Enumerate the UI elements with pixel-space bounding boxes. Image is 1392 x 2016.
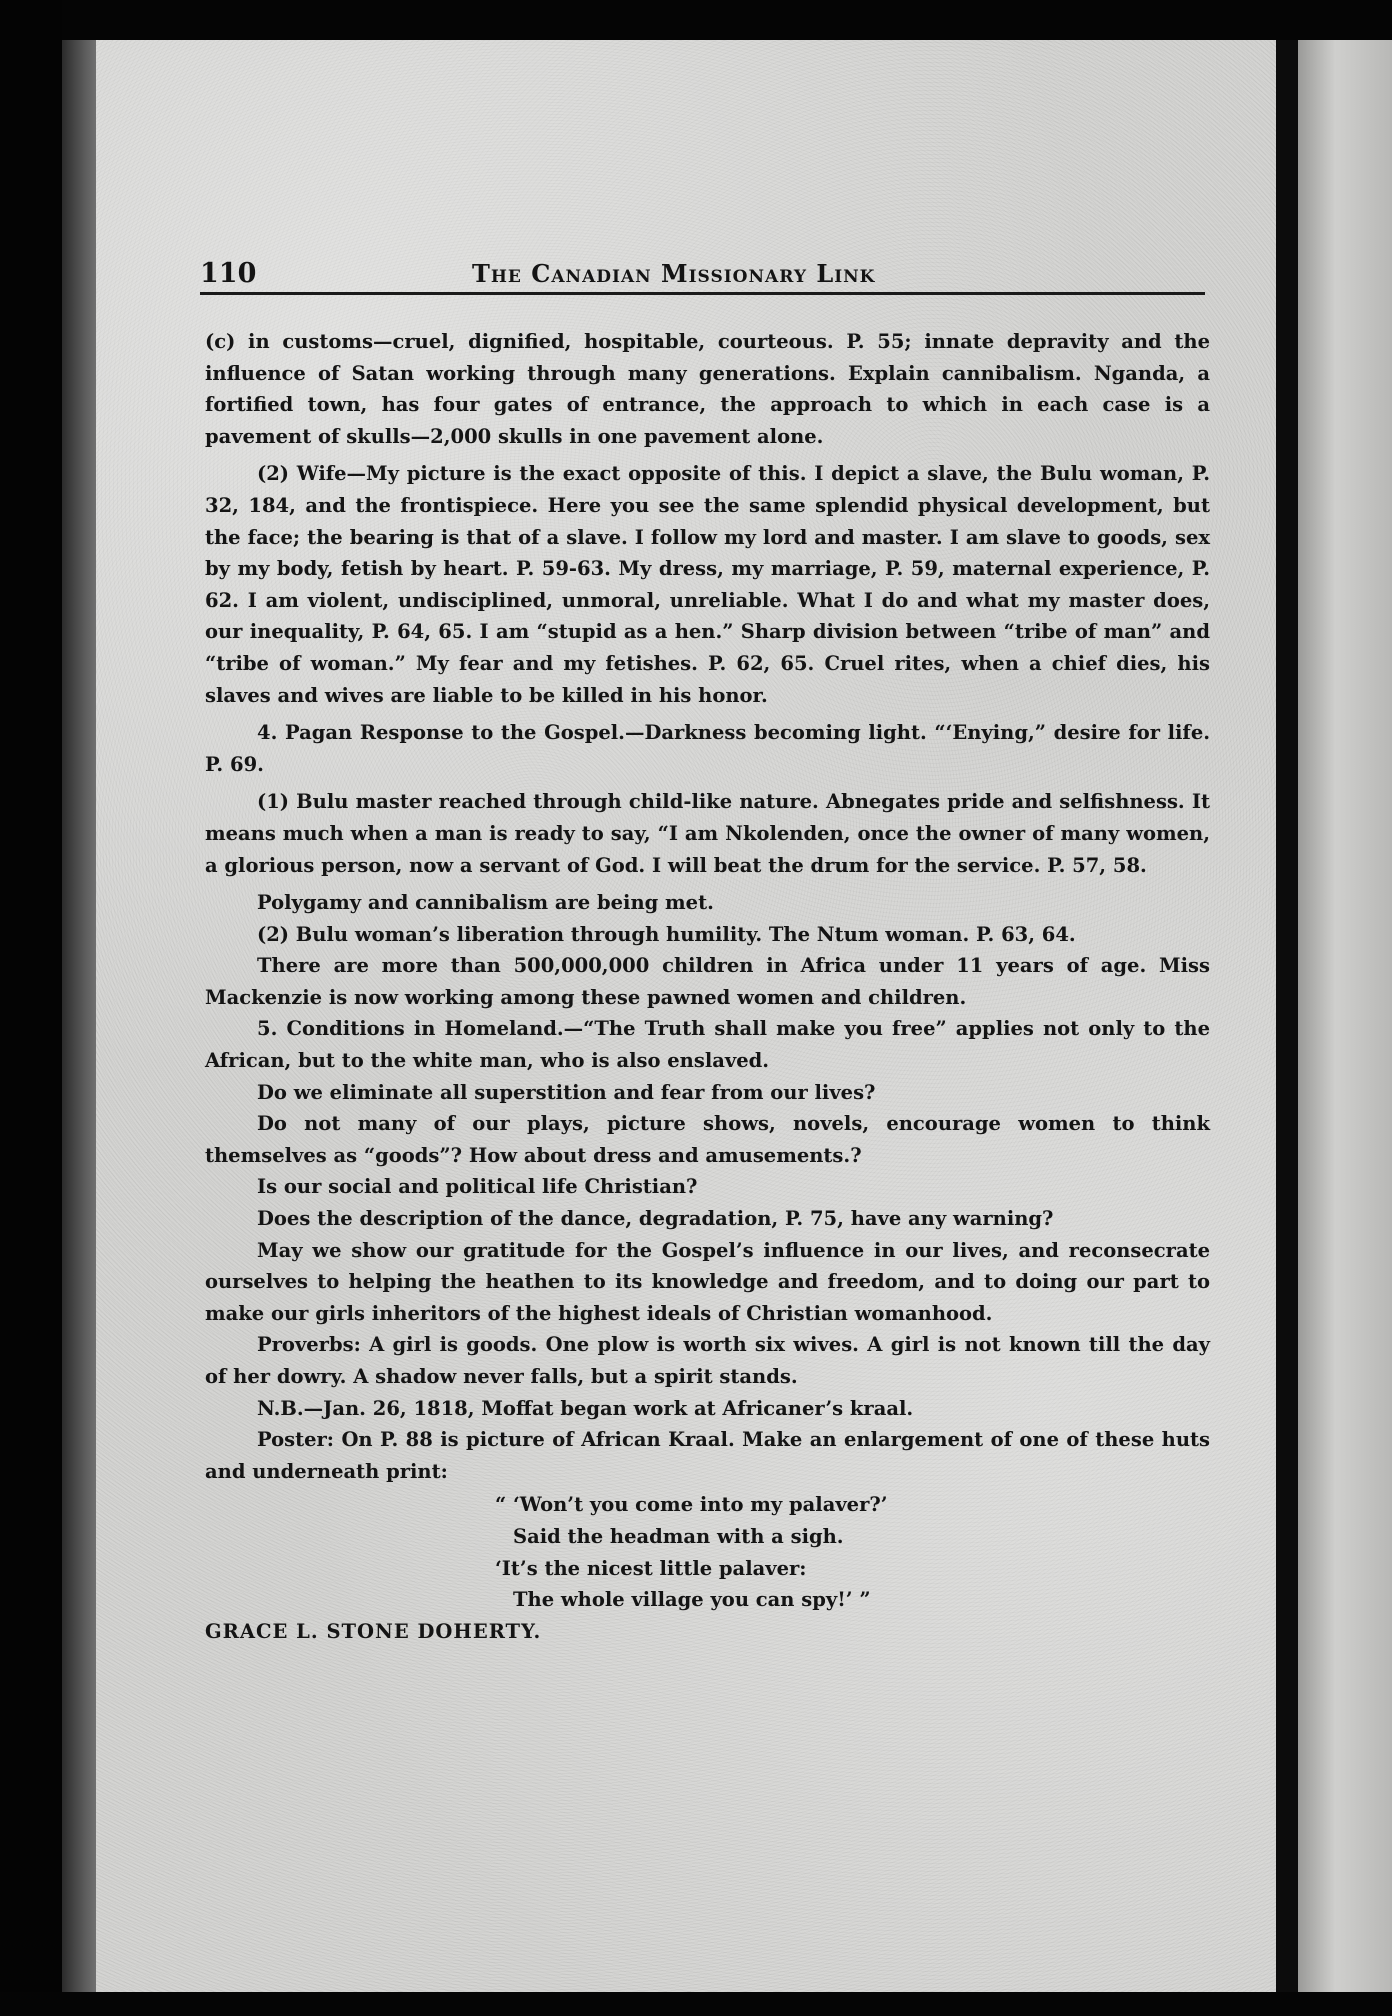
paragraph-customs: (c) in customs—cruel, dignified, hospitable, courteous. P. 55; innate depravity and the influence of Satan working through many generations. Explain cannibalism. Nganda, a fortified town, has four gates of entrance, the approach to which in each case is a pavement of skulls—2,000 skulls in one pavement alone. bbox=[205, 330, 1210, 448]
page-header bbox=[200, 256, 1205, 295]
paragraph-pagan-response bbox=[205, 717, 1210, 780]
poem-line: The whole village you can spy!’ ” bbox=[513, 1588, 871, 1612]
article-body bbox=[205, 326, 1210, 1647]
paragraph-poster: Poster: On P. 88 is picture of African Kraal. Make an enlargement of one of these huts and underneath print: bbox=[205, 1428, 1210, 1483]
paragraph-gratitude: May we show our gratitude for the Gospel’s influence in our lives, and reconsecrate ourselves to helping the heathen to its knowledge and freedom, and to doing our part to make our girls inheritors of the highest ideals of Christian womanhood. bbox=[205, 1238, 1210, 1325]
paragraph-plays: Do not many of our plays, picture shows, novels, encourage women to think themselves as “goods”? How about dress and amusements.? bbox=[205, 1112, 1210, 1167]
poem-line: Said the headman with a sigh. bbox=[513, 1524, 844, 1548]
section-text-pagan-response: —Darkness becoming light. “‘Enying,” desire for life. P. 69. bbox=[205, 721, 1211, 776]
paragraph-proverbs: Proverbs: A girl is goods. One plow is worth six wives. A girl is not known till the day of her dowry. A shadow never falls, but a spirit stands. bbox=[205, 1333, 1210, 1388]
paragraph-polygamy: Polygamy and cannibalism are being met. bbox=[257, 891, 714, 915]
poem-line: “ ‘Won’t you come into my palaver?’ bbox=[495, 1493, 888, 1517]
author-signature: GRACE L. STONE DOHERTY. bbox=[205, 1619, 542, 1643]
paragraph-children: There are more than 500,000,000 children in Africa under 11 years of age. Miss Mackenzie is now working among these pawned women and children. bbox=[205, 954, 1210, 1009]
poem-block bbox=[205, 1489, 1210, 1615]
page-number: 110 bbox=[200, 258, 257, 289]
paragraph-dance: Does the description of the dance, degradation, P. 75, have any warning? bbox=[257, 1207, 1054, 1231]
facing-page-edge bbox=[1298, 40, 1392, 2000]
scan-border-bottom bbox=[0, 1992, 1392, 2016]
section-text-homeland: —“The Truth shall make you free” applies not only to the African, but to the white man, who is also enslaved. bbox=[205, 1017, 1210, 1073]
running-title: The Canadian Missionary Link bbox=[472, 259, 876, 288]
paragraph-note: N.B.—Jan. 26, 1818, Moffat began work at Africaner’s kraal. bbox=[257, 1396, 914, 1420]
paragraph-bulu-woman: (2) Bulu woman’s liberation through humility. The Ntum woman. P. 63, 64. bbox=[257, 922, 1076, 946]
paragraph-bulu-master: (1) Bulu master reached through child-like nature. Abnegates pride and selfishness. It means much when a man is ready to say, “I am Nkolenden, once the owner of many women, a glorious person, now a servant of God. I will beat the drum for the service. P. 57, 58. bbox=[205, 790, 1210, 877]
paragraph-superstition: Do we eliminate all superstition and fear from our lives? bbox=[257, 1080, 876, 1104]
scan-border-left bbox=[0, 0, 62, 2016]
poem-line: ‘It’s the nicest little palaver: bbox=[495, 1556, 807, 1580]
book-gutter bbox=[1276, 40, 1298, 2000]
paragraph-wife: (2) Wife—My picture is the exact opposite of this. I depict a slave, the Bulu woman, P. 32, 184, and the frontispiece. Here you see the same splendid physical development, but the face; the bearing is that of a slave. I follow my lord and master. I am slave to goods, sex by my body, fetish by heart. P. 59-63. My dress, my marriage, P. 59, maternal experience, P. 62. I am violent, undisciplined, unmoral, unreliable. What I do and what my master does, our inequality, P. 64, 65. I am “stupid as a hen.” Sharp division between “tribe of man” and “tribe of woman.” My fear and my fetishes. P. 62, 65. Cruel rites, when a chief dies, his slaves and wives are liable to be killed in his honor. bbox=[205, 462, 1210, 707]
paragraph-homeland bbox=[205, 1013, 1210, 1076]
paragraph-social-life: Is our social and political life Christian? bbox=[257, 1175, 698, 1199]
section-heading-pagan-response: 4. Pagan Response to the Gospel. bbox=[257, 721, 625, 745]
section-heading-homeland: 5. Conditions in Homeland. bbox=[257, 1017, 564, 1041]
